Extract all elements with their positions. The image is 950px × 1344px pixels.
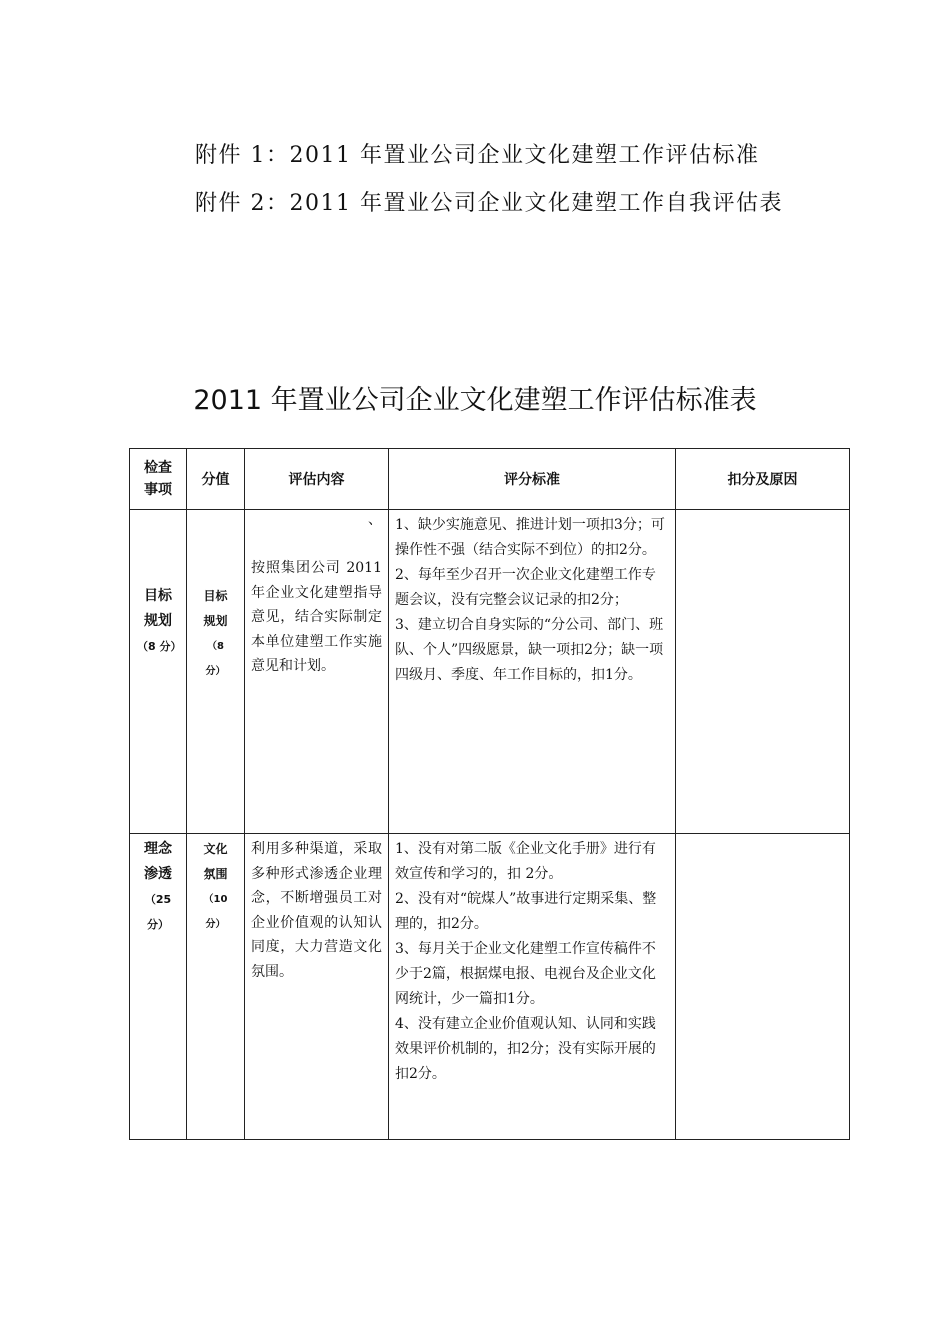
criteria-line: 3、建立切合自身实际的“分公司、部门、班队、个人”四级愿景，缺一项扣2分；缺一项四级月、季度、年工作目标的，扣1分。 <box>395 617 664 683</box>
content-text: 利用多种渠道，采取多种形式渗透企业理念，不断增强员工对企业价值观的认知认同度，大力营造文化氛围。 <box>251 841 382 980</box>
header-criteria: 评分标准 <box>389 449 676 510</box>
criteria-cell <box>389 510 676 834</box>
attachment-1: 附件 1：2011 年置业公司企业文化建塑工作评估标准 <box>195 143 760 168</box>
item-cell <box>130 510 187 834</box>
header-score: 分值 <box>187 449 245 510</box>
evaluation-table <box>129 448 850 1140</box>
content-text: 按照集团公司 2011 年企业文化建塑指导意见，结合实际制定本单位建塑工作实施意见和计划。 <box>251 560 382 674</box>
content-mark: 、 <box>368 512 382 528</box>
table-header-row <box>130 449 850 510</box>
sub-item-score: （10 分） <box>203 894 228 930</box>
sub-item-score: （8 分） <box>205 641 226 677</box>
attachment-2: 附件 2：2011 年置业公司企业文化建塑工作自我评估表 <box>195 191 783 216</box>
criteria-line: 2、每年至少召开一次企业文化建塑工作专题会议，没有完整会议记录的扣2分； <box>395 567 656 608</box>
deduction-cell <box>676 834 850 1140</box>
header-content: 评估内容 <box>245 449 389 510</box>
criteria-line: 2、没有对“皖煤人”故事进行定期采集、整理的，扣2分。 <box>395 891 657 932</box>
header-item: 检查事项 <box>130 449 187 510</box>
criteria-line: 1、缺少实施意见、推进计划一项扣3分；可操作性不强（结合实际不到位）的扣2分。 <box>395 517 665 558</box>
sub-item-name: 文化氛围 <box>203 842 228 881</box>
item-score: （25 分） <box>144 893 172 931</box>
content-cell <box>245 510 389 834</box>
document-title: 2011 年置业公司企业文化建塑工作评估标准表 <box>193 385 757 416</box>
item-name: 目标规划 <box>144 588 172 629</box>
score-cell <box>187 834 245 1140</box>
header-deduction: 扣分及原因 <box>676 449 850 510</box>
item-name: 理念渗透 <box>144 841 172 882</box>
deduction-cell <box>676 510 850 834</box>
criteria-line: 3、每月关于企业文化建塑工作宣传稿件不少于2篇，根据煤电报、电视台及企业文化网统计，少一篇扣1分。 <box>395 941 656 1007</box>
sub-item-name: 目标规划 <box>203 589 228 628</box>
content-cell <box>245 834 389 1140</box>
table-row <box>130 510 850 834</box>
item-cell <box>130 834 187 1140</box>
criteria-line: 4、没有建立企业价值观认知、认同和实践效果评价机制的，扣2分；没有实际开展的扣2分。 <box>395 1016 656 1082</box>
table-row <box>130 834 850 1140</box>
criteria-cell <box>389 834 676 1140</box>
score-cell <box>187 510 245 834</box>
item-score: （8 分） <box>137 640 182 653</box>
criteria-line: 1、没有对第二版《企业文化手册》进行有效宣传和学习的，扣 2分。 <box>395 841 656 882</box>
